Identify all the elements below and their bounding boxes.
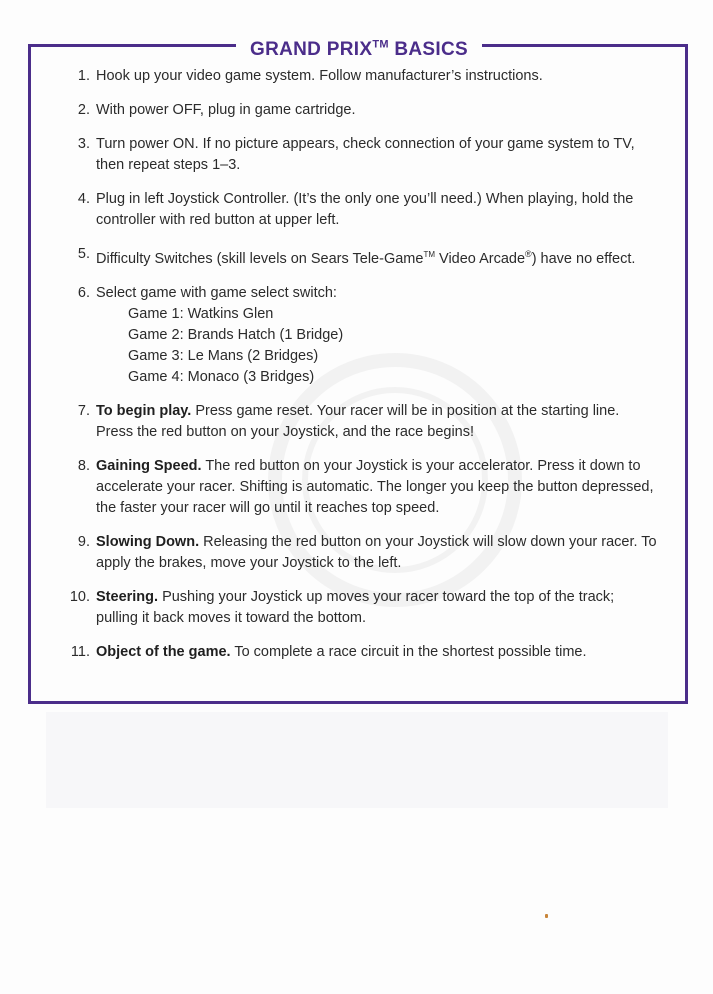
step-number: 10. xyxy=(69,588,90,605)
game-option: Game 3: Le Mans (2 Bridges) xyxy=(128,347,319,364)
step-number: 11. xyxy=(70,643,90,660)
list-item xyxy=(60,100,660,121)
list-item xyxy=(60,189,660,231)
step-text: Slowing Down. Releasing the red button on your Joystick will slow down your racer. To apply the brakes, move your Joystick to the left. xyxy=(96,533,657,571)
list-item xyxy=(60,401,660,443)
step-text: Steering. Pushing your Joystick up moves your racer toward the top of the track; pulling it back moves it toward the bottom. xyxy=(96,588,615,626)
step-number: 1. xyxy=(77,68,90,84)
step-number: 7. xyxy=(77,402,90,419)
section-header xyxy=(236,31,482,59)
list-item xyxy=(60,134,660,176)
step-number: 4. xyxy=(77,191,90,207)
step-text: Select game with game select switch: xyxy=(96,284,337,301)
step-number: 3. xyxy=(77,136,90,152)
list-item xyxy=(60,66,660,87)
list-item xyxy=(60,587,660,629)
step-text: Plug in left Joystick Controller. (It’s the only one you’ll need.) When playing, hold the controller with red button at upper left. xyxy=(96,191,634,228)
game-option: Game 1: Watkins Glen xyxy=(128,305,274,322)
step-heading: To begin play. xyxy=(96,402,192,419)
step-number: 9. xyxy=(77,533,90,550)
step-text: Object of the game. To complete a race circuit in the shortest possible time. xyxy=(96,643,587,660)
step-text: Difficulty Switches (skill levels on Sears Tele-Game™ Video Arcade®) have no effect. xyxy=(96,249,636,267)
step-number: 6. xyxy=(77,284,90,301)
game-list xyxy=(96,304,660,388)
print-speck xyxy=(545,914,548,918)
step-number: 8. xyxy=(77,457,90,474)
game-option: Game 4: Monaco (3 Bridges) xyxy=(128,368,315,385)
faint-background-block xyxy=(46,712,668,808)
list-item xyxy=(60,283,660,388)
list-item xyxy=(60,532,660,574)
step-heading: Steering. xyxy=(96,588,159,605)
step-text: Hook up your video game system. Follow manufacturer’s instructions. xyxy=(96,68,543,84)
game-option: Game 2: Brands Hatch (1 Bridge) xyxy=(128,326,344,343)
list-item xyxy=(60,244,660,270)
list-item xyxy=(60,456,660,519)
step-heading: Slowing Down. xyxy=(96,533,200,550)
step-number: 2. xyxy=(77,102,90,118)
page-title: GRAND PRIX™ BASICS xyxy=(250,39,468,61)
step-number: 5. xyxy=(77,246,90,262)
step-heading: Gaining Speed. xyxy=(96,457,202,474)
step-heading: Object of the game. xyxy=(96,643,231,660)
step-text: To begin play. Press game reset. Your racer will be in position at the starting line. Press the red button on your Joystick, and the race begins! xyxy=(96,402,620,440)
step-text: With power OFF, plug in game cartridge. xyxy=(96,102,356,118)
step-text: Turn power ON. If no picture appears, check connection of your game system to TV, then repeat steps 1–3. xyxy=(96,136,635,173)
step-text: Gaining Speed. The red button on your Joystick is your accelerator. Press it down to accelerate your racer. Shifting is automatic. The longer you keep the button depressed, the faster your racer will go until it reaches top speed. xyxy=(96,457,654,516)
instructions-list xyxy=(60,66,660,676)
list-item xyxy=(60,642,660,663)
